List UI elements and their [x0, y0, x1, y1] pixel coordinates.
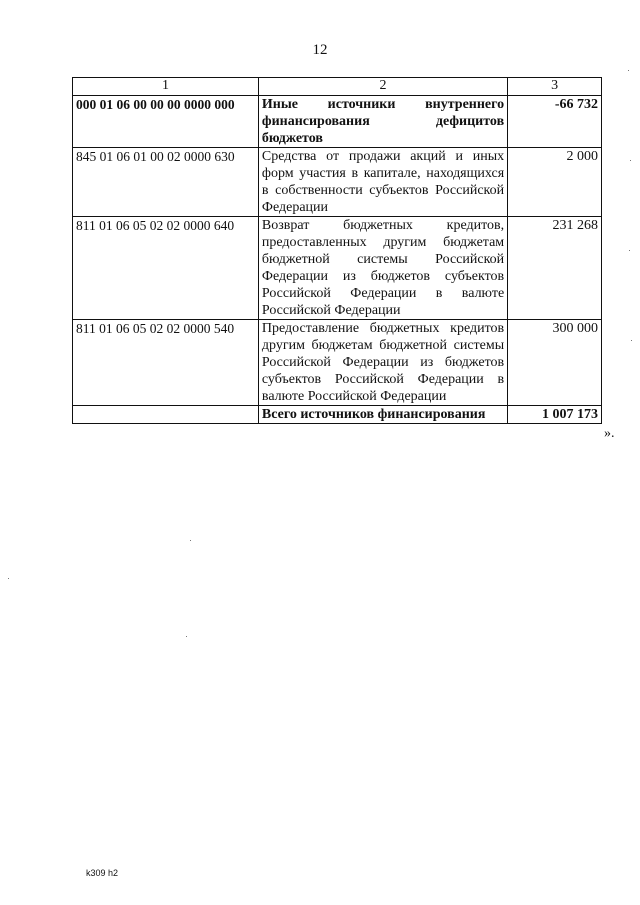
page-number: 12 [312, 42, 328, 58]
budget-sources-table [72, 77, 602, 424]
row-description: Предоставление бюджетных кредитов другим бюджетам бюджетной системы Российской Федерации из бюджетов субъектов Российской Федерации в валюте Российской Федерации [258, 320, 507, 406]
closing-quote: ». [604, 426, 615, 441]
scan-speck [190, 540, 191, 541]
scan-speck [186, 636, 187, 637]
row-description: Средства от продажи акций и иных форм участия в капитале, находящихся в собственности субъектов Российской Федерации [258, 148, 507, 217]
row-description: Возврат бюджетных кредитов, предоставленных другим бюджетам бюджетной системы Российской Федерации из бюджетов субъектов Российской Федерации в валюте Российской Федерации [258, 217, 507, 320]
column-header-2: 2 [258, 78, 507, 96]
scan-speck [629, 250, 630, 251]
row-code: 000 01 06 00 00 00 0000 000 [73, 96, 259, 148]
table-row [73, 148, 602, 217]
row-code: 811 01 06 05 02 02 0000 540 [73, 320, 259, 406]
table-row [73, 320, 602, 406]
scan-speck [630, 160, 631, 161]
scan-speck [628, 70, 629, 71]
row-amount: 2 000 [508, 148, 602, 217]
column-header-3: 3 [508, 78, 602, 96]
total-description: Всего источников финансирования [258, 406, 507, 424]
scan-speck [8, 578, 9, 579]
total-row [73, 406, 602, 424]
column-header-1: 1 [73, 78, 259, 96]
row-code: 845 01 06 01 00 02 0000 630 [73, 148, 259, 217]
footer-code: k309 h2 [86, 868, 119, 878]
total-amount: 1 007 173 [508, 406, 602, 424]
table-row [73, 96, 602, 148]
row-amount: 231 268 [508, 217, 602, 320]
total-code [73, 406, 259, 424]
row-code: 811 01 06 05 02 02 0000 640 [73, 217, 259, 320]
scan-speck [631, 340, 632, 341]
row-description: Иные источники внутреннего финансирования дефицитов бюджетов [258, 96, 507, 148]
row-amount: 300 000 [508, 320, 602, 406]
table-row [73, 217, 602, 320]
row-amount: -66 732 [508, 96, 602, 148]
table-header-row [73, 78, 602, 96]
